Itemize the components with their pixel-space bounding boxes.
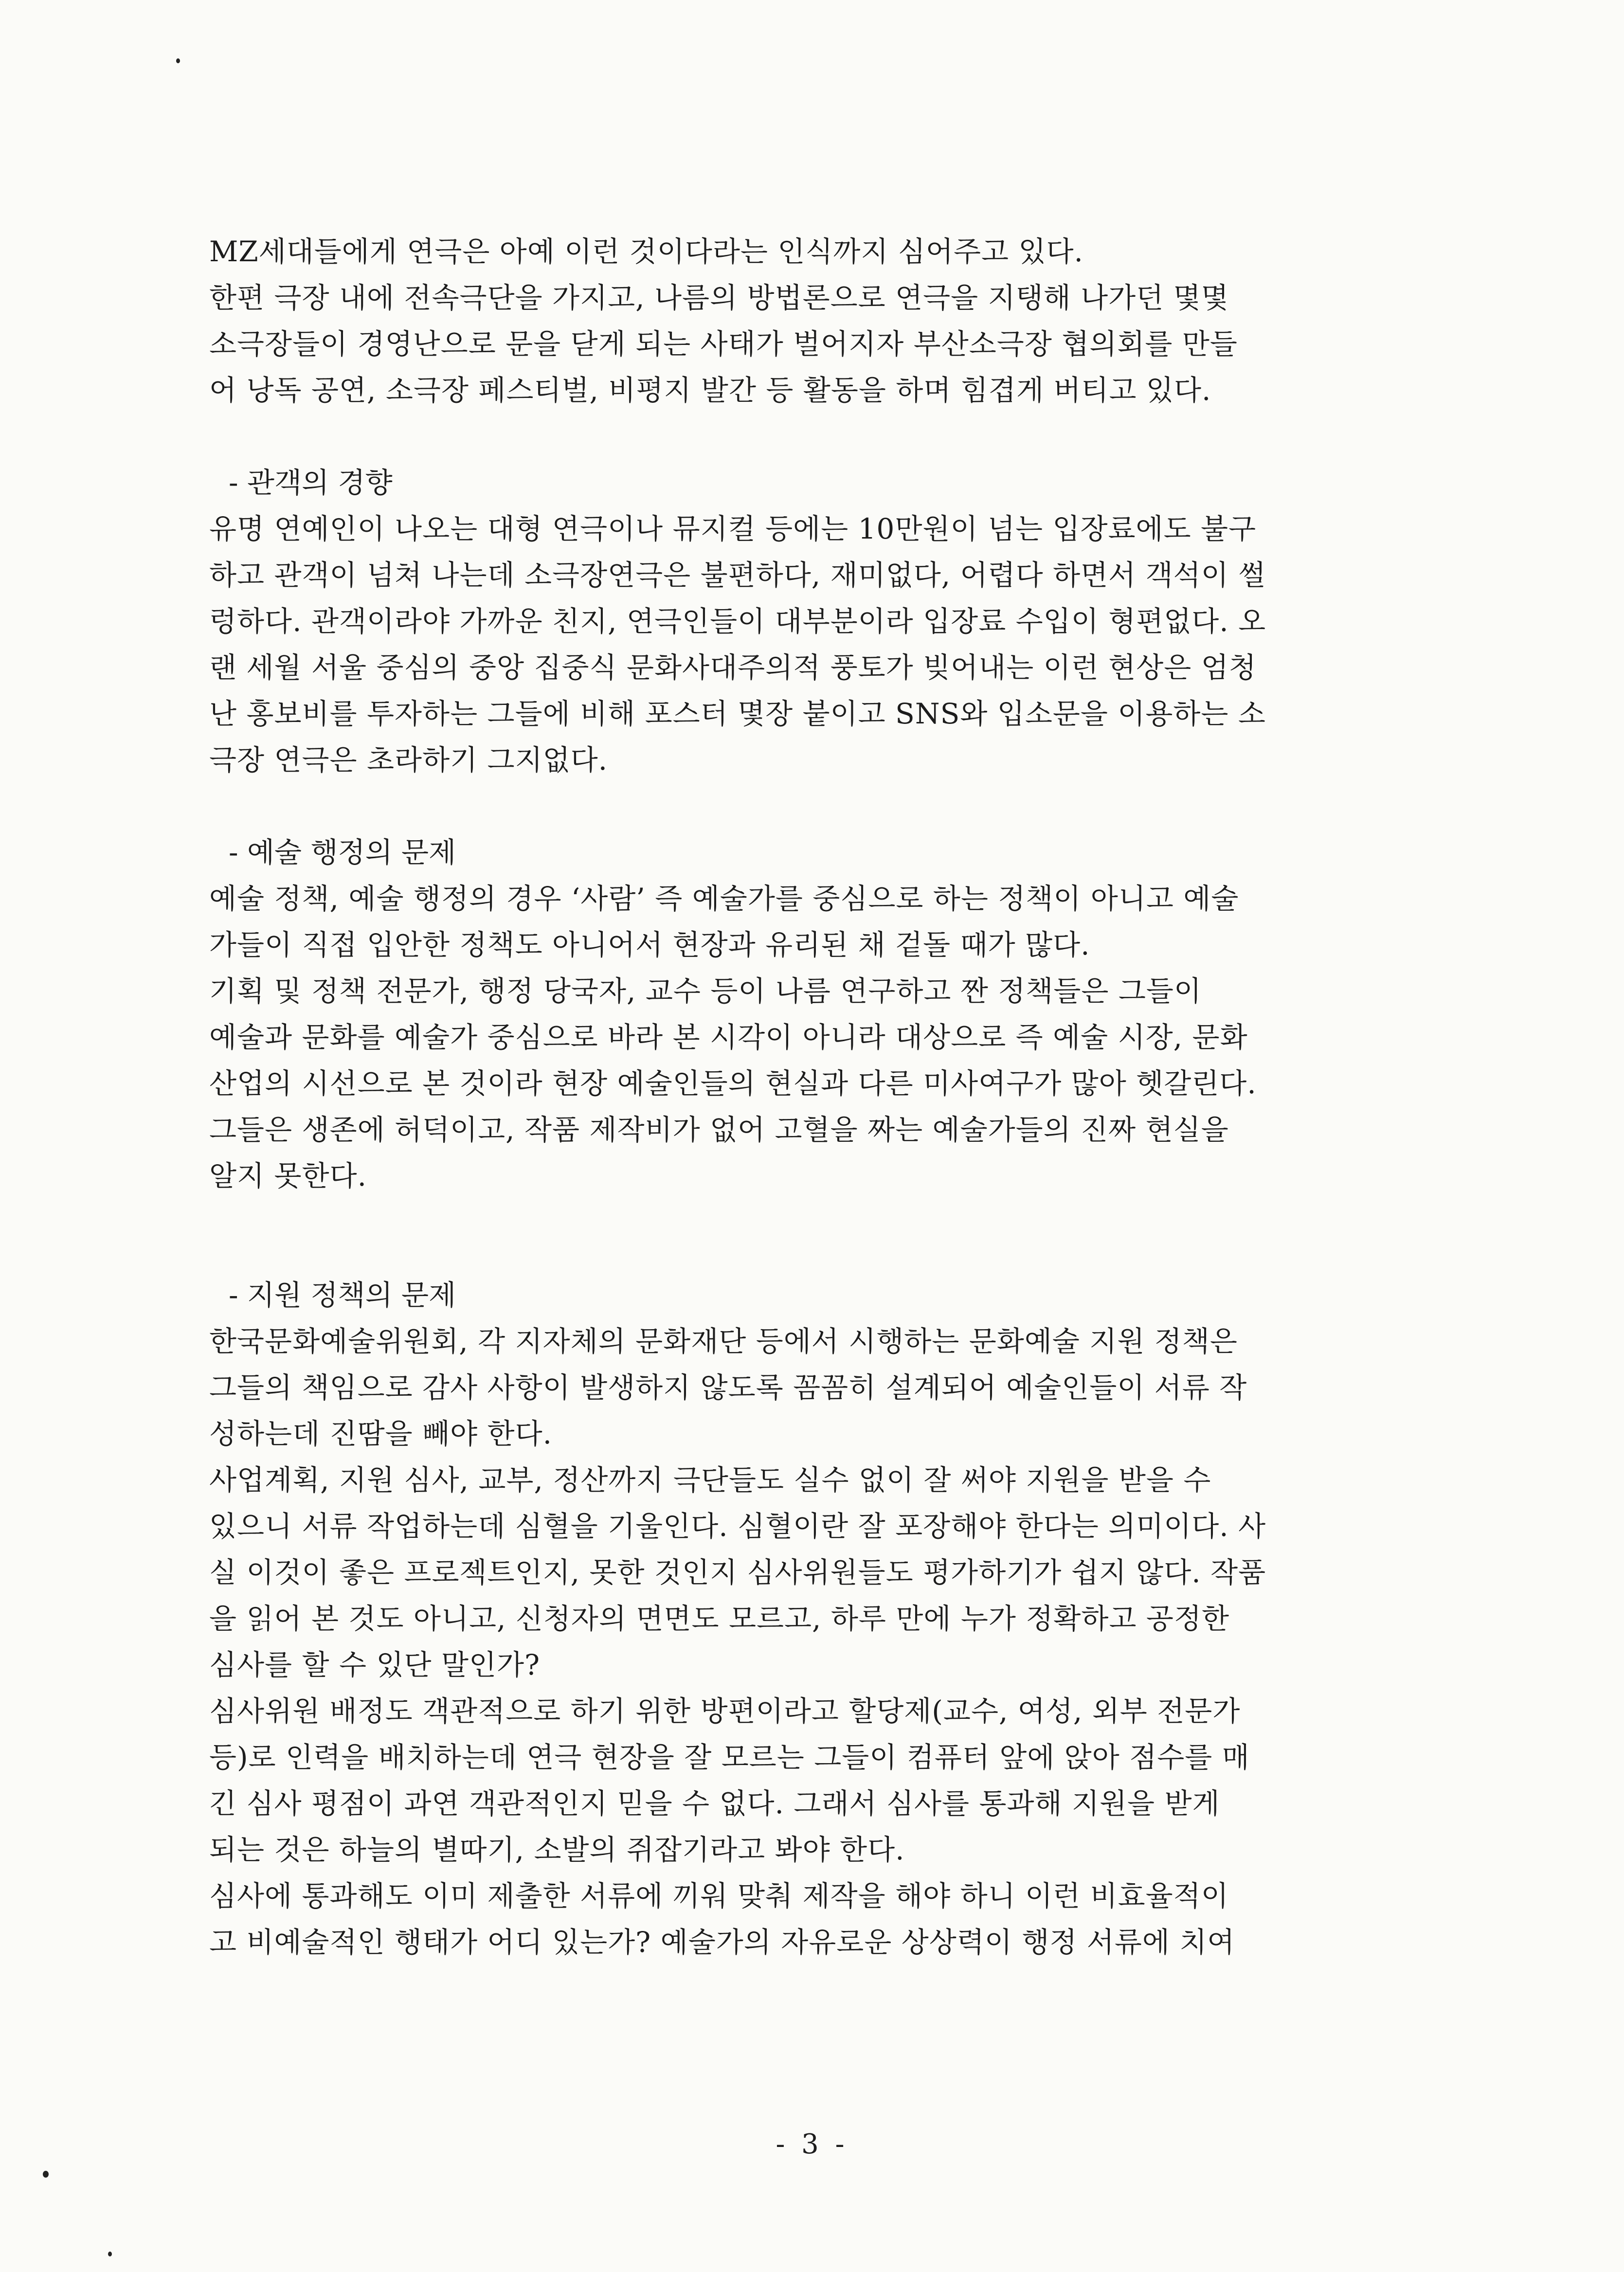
paragraph (209, 876, 1377, 1199)
paragraph (209, 229, 1377, 414)
text-line: 산업의 시선으로 본 것이라 현장 예술인들의 현실과 다른 미사여구가 많아 헷갈린다. (209, 1067, 1257, 1100)
text-line: 심사에 통과해도 이미 제출한 서류에 끼워 맞춰 제작을 해야 하니 이런 비효율적이 (209, 1879, 1229, 1912)
paragraph (209, 506, 1377, 783)
text-line: 하고 관객이 넘쳐 나는데 소극장연극은 불편하다, 재미없다, 어렵다 하면서 객석이 썰 (209, 559, 1266, 592)
text-line: 예술 정책, 예술 행정의 경우 ‘사람’ 즉 예술가를 중심으로 하는 정책이 아니고 예술 (209, 882, 1239, 915)
text-line: 실 이것이 좋은 프로젝트인지, 못한 것인지 심사위원들도 평가하기가 쉽지 않다. 작품 (209, 1556, 1266, 1589)
text-line: 을 읽어 본 것도 아니고, 신청자의 면면도 모르고, 하루 만에 누가 정확하고 공정한 (209, 1602, 1230, 1635)
scan-speck (176, 58, 180, 63)
text-line: MZ세대들에게 연극은 아예 이런 것이다라는 인식까지 심어주고 있다. (209, 235, 1083, 268)
text-line: 알지 못한다. (209, 1159, 367, 1192)
scan-speck (108, 2252, 112, 2256)
text-line: 긴 심사 평점이 과연 객관적인지 믿을 수 없다. 그래서 심사를 통과해 지원을 받게 (209, 1787, 1220, 1820)
text-line: 고 비예술적인 행태가 어디 있는가? 예술가의 자유로운 상상력이 행정 서류에 치여 (209, 1926, 1235, 1959)
text-line: 한국문화예술위원회, 각 지자체의 문화재단 등에서 시행하는 문화예술 지원 정책은 (209, 1325, 1238, 1358)
paragraph-gap (209, 783, 1377, 829)
text-line: 사업계획, 지원 심사, 교부, 정산까지 극단들도 실수 없이 잘 써야 지원을 받을 수 (209, 1463, 1211, 1497)
text-line: 한편 극장 내에 전속극단을 가지고, 나름의 방법론으로 연극을 지탱해 나가던 몇몇 (209, 281, 1229, 314)
page-number: - 3 - (776, 2128, 848, 2160)
paragraph-gap (209, 1199, 1377, 1272)
text-line: 성하는데 진땀을 빼야 한다. (209, 1417, 553, 1450)
text-line: 어 낭독 공연, 소극장 페스티벌, 비평지 발간 등 활동을 하며 힘겹게 버티고 있다. (209, 374, 1211, 407)
paragraph-gap (209, 414, 1377, 460)
section-heading: - 지원 정책의 문제 (229, 1279, 456, 1312)
text-line: 심사를 할 수 있단 말인가? (209, 1648, 541, 1681)
text-line: 기획 및 정책 전문가, 행정 당국자, 교수 등이 나름 연구하고 짠 정책들은 그들이 (209, 974, 1202, 1008)
text-line: 심사위원 배정도 객관적으로 하기 위한 방편이라고 할당제(교수, 여성, 외부 전문가 (209, 1695, 1241, 1728)
paragraph (209, 1318, 1377, 1965)
text-line: 그들은 생존에 허덕이고, 작품 제작비가 없어 고혈을 짜는 예술가들의 진짜 현실을 (209, 1113, 1229, 1146)
text-line: 유명 연예인이 나오는 대형 연극이나 뮤지컬 등에는 10만원이 넘는 입장료에도 불구 (209, 512, 1257, 545)
text-line: 렁하다. 관객이라야 가까운 친지, 연극인들이 대부분이라 입장료 수입이 형편없다. 오 (209, 605, 1266, 638)
section-heading: - 예술 행정의 문제 (229, 836, 456, 869)
scan-speck (43, 2171, 49, 2178)
text-line: 난 홍보비를 투자하는 그들에 비해 포스터 몇장 붙이고 SNS와 입소문을 이용하는 소 (209, 697, 1266, 730)
text-line: 극장 연극은 초라하기 그지없다. (209, 743, 608, 776)
text-line: 되는 것은 하늘의 별따기, 소발의 쥐잡기라고 봐야 한다. (209, 1833, 905, 1866)
text-line: 있으니 서류 작업하는데 심혈을 기울인다. 심혈이란 잘 포장해야 한다는 의미이다. 사 (209, 1510, 1266, 1543)
document-body (209, 229, 1377, 1965)
text-line: 등)로 인력을 배치하는데 연극 현장을 잘 모르는 그들이 컴퓨터 앞에 앉아 점수를 매 (209, 1741, 1250, 1774)
text-line: 가들이 직접 입안한 정책도 아니어서 현장과 유리된 채 겉돌 때가 많다. (209, 928, 1090, 961)
section-heading: - 관객의 경향 (229, 466, 393, 499)
text-line: 랜 세월 서울 중심의 중앙 집중식 문화사대주의적 풍토가 빚어내는 이런 현상은 엄청 (209, 651, 1257, 684)
text-line: 그들의 책임으로 감사 사항이 발생하지 않도록 꼼꼼히 설계되어 예술인들이 서류 작 (209, 1371, 1247, 1404)
text-line: 소극장들이 경영난으로 문을 닫게 되는 사태가 벌어지자 부산소극장 협의회를 만들 (209, 327, 1238, 361)
text-line: 예술과 문화를 예술가 중심으로 바라 본 시각이 아니라 대상으로 즉 예술 시장, 문화 (209, 1021, 1248, 1054)
